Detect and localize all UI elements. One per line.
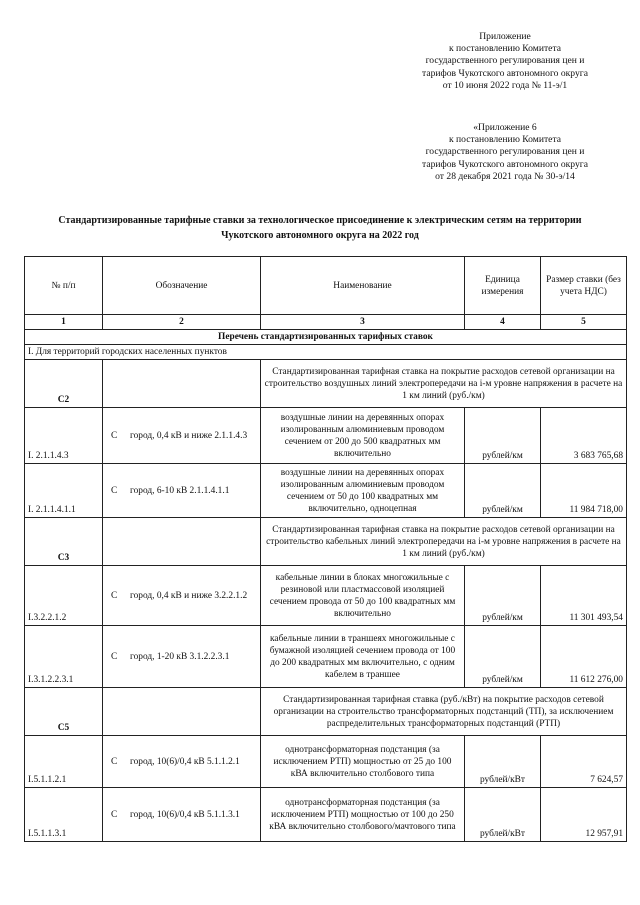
row-value: 11 301 493,54 xyxy=(541,566,627,626)
group-header-row xyxy=(25,688,627,736)
group-description: Стандартизированная тарифная ставка (руб./кВт) на покрытие расходов сетевой организации на строительство трансформаторных подстанций (ТП), за исключением распределительных трансформаторных подстанций (РТП) xyxy=(261,688,627,736)
table-row xyxy=(25,464,627,518)
designation-symbol: С xyxy=(111,809,118,820)
row-unit: рублей/кВт xyxy=(465,788,541,842)
row-unit: рублей/кВт xyxy=(465,736,541,788)
col-number: 3 xyxy=(261,315,465,330)
appendix-header-original xyxy=(385,122,625,183)
designation-text: город, 10(6)/0,4 кВ 5.1.1.3.1 xyxy=(130,809,240,820)
designation-symbol: С xyxy=(111,651,118,662)
title-line: Стандартизированные тарифные ставки за технологическое присоединение к электрическим сетям на территории xyxy=(58,215,582,226)
designation-text: город, 0,4 кВ и ниже 3.2.2.1.2 xyxy=(130,590,248,601)
document-title xyxy=(24,213,616,243)
designation-text: город, 1-20 кВ 3.1.2.2.3.1 xyxy=(130,651,230,662)
header-unit: Единица измерения xyxy=(465,257,541,315)
row-value: 12 957,91 xyxy=(541,788,627,842)
row-name: воздушные линии на деревянных опорах изолированным алюминиевым проводом сечением от 50 до 100 квадратных мм включительно, одноцепная xyxy=(261,464,465,518)
row-value: 3 683 765,68 xyxy=(541,408,627,464)
group-empty-cell xyxy=(103,688,261,736)
appendix-line: от 10 июня 2022 года № 11-э/1 xyxy=(442,79,568,91)
appendix-line: тарифов Чукотского автономного округа xyxy=(422,67,588,79)
header-num: № п/п xyxy=(25,257,103,315)
row-name: кабельные линии в блоках многожильные с резиновой или пластмассовой изоляцией сечением провода от 50 до 100 квадратных мм включительно xyxy=(261,566,465,626)
row-unit: рублей/км xyxy=(465,464,541,518)
designation-text: город, 6-10 кВ 2.1.1.4.1.1 xyxy=(130,485,230,496)
row-unit: рублей/км xyxy=(465,626,541,688)
row-number: I. 2.1.1.4.1.1 xyxy=(25,464,103,518)
appendix-line: Приложение xyxy=(479,31,531,42)
header-name: Наименование xyxy=(261,257,465,315)
group-header-row xyxy=(25,518,627,566)
col-number: 1 xyxy=(25,315,103,330)
row-designation-cell xyxy=(103,788,261,842)
table-row xyxy=(25,626,627,688)
row-number: I.5.1.1.3.1 xyxy=(25,788,103,842)
row-number: I.3.2.2.1.2 xyxy=(25,566,103,626)
table-row xyxy=(25,566,627,626)
appendix-line: государственного регулирования цен и xyxy=(425,146,585,158)
title-line: Чукотского автономного округа на 2022 год xyxy=(221,230,419,241)
group-description: Стандартизированная тарифная ставка на покрытие расходов сетевой организации на строительство кабельных линий электропередачи на i-м уровне напряжения в расчете на 1 км линий (руб./км) xyxy=(261,518,627,566)
row-designation-cell xyxy=(103,736,261,788)
group-code: C5 xyxy=(25,688,103,736)
row-unit: рублей/км xyxy=(465,566,541,626)
appendix-line: тарифов Чукотского автономного округа xyxy=(422,158,588,170)
row-unit: рублей/км xyxy=(465,408,541,464)
designation-text: город, 10(6)/0,4 кВ 5.1.1.2.1 xyxy=(130,756,240,767)
tariff-table xyxy=(24,256,627,842)
row-name: однотрансформаторная подстанция (за исключением РТП) мощностью от 100 до 250 кВА включительно столбового/мачтового типа xyxy=(261,788,465,842)
designation-symbol: С xyxy=(111,590,118,601)
designation-text: город, 0,4 кВ и ниже 2.1.1.4.3 xyxy=(130,430,248,441)
subsection-title: I. Для территорий городских населенных пунктов xyxy=(25,345,627,360)
designation-symbol: С xyxy=(111,485,118,496)
row-designation-cell xyxy=(103,408,261,464)
section-title-row xyxy=(25,330,627,345)
group-header-row xyxy=(25,360,627,408)
row-designation-cell xyxy=(103,566,261,626)
row-number: I.3.1.2.2.3.1 xyxy=(25,626,103,688)
row-designation-cell xyxy=(103,464,261,518)
section-title: Перечень стандартизированных тарифных ставок xyxy=(25,330,627,345)
table-row xyxy=(25,736,627,788)
group-empty-cell xyxy=(103,360,261,408)
appendix-line: «Приложение 6 xyxy=(473,122,537,133)
appendix-line: от 28 декабря 2021 года № 30-э/14 xyxy=(435,170,575,182)
row-number: I.5.1.1.2.1 xyxy=(25,736,103,788)
table-row xyxy=(25,408,627,464)
header-row xyxy=(25,257,627,315)
group-code: C2 xyxy=(25,360,103,408)
appendix-line: к постановлению Комитета xyxy=(448,134,562,146)
row-value: 7 624,57 xyxy=(541,736,627,788)
table-row xyxy=(25,788,627,842)
row-name: однотрансформаторная подстанция (за исключением РТП) мощностью от 25 до 100 кВА включительно столбового типа xyxy=(261,736,465,788)
appendix-header-current xyxy=(385,31,625,92)
row-designation-cell xyxy=(103,626,261,688)
row-name: воздушные линии на деревянных опорах изолированным алюминиевым проводом сечением от 200 до 500 квадратных мм включительно xyxy=(261,408,465,464)
row-value: 11 612 276,00 xyxy=(541,626,627,688)
subsection-row xyxy=(25,345,627,360)
group-empty-cell xyxy=(103,518,261,566)
col-number: 5 xyxy=(541,315,627,330)
header-value: Размер ставки (без учета НДС) xyxy=(541,257,627,315)
designation-symbol: С xyxy=(111,430,118,441)
col-number: 4 xyxy=(465,315,541,330)
column-number-row xyxy=(25,315,627,330)
col-number: 2 xyxy=(103,315,261,330)
header-designation: Обозначение xyxy=(103,257,261,315)
row-number: I. 2.1.1.4.3 xyxy=(25,408,103,464)
group-code: C3 xyxy=(25,518,103,566)
appendix-line: к постановлению Комитета xyxy=(448,43,562,55)
appendix-line: государственного регулирования цен и xyxy=(425,55,585,67)
row-value: 11 984 718,00 xyxy=(541,464,627,518)
group-description: Стандартизированная тарифная ставка на покрытие расходов сетевой организации на строительство воздушных линий электропередачи на i-м уровне напряжения в расчете на 1 км линий (руб./км) xyxy=(261,360,627,408)
designation-symbol: С xyxy=(111,756,118,767)
row-name: кабельные линии в траншеях многожильные с бумажной изоляцией сечением провода от 100 до 200 квадратных мм включительно, с одним кабелем в траншее xyxy=(261,626,465,688)
